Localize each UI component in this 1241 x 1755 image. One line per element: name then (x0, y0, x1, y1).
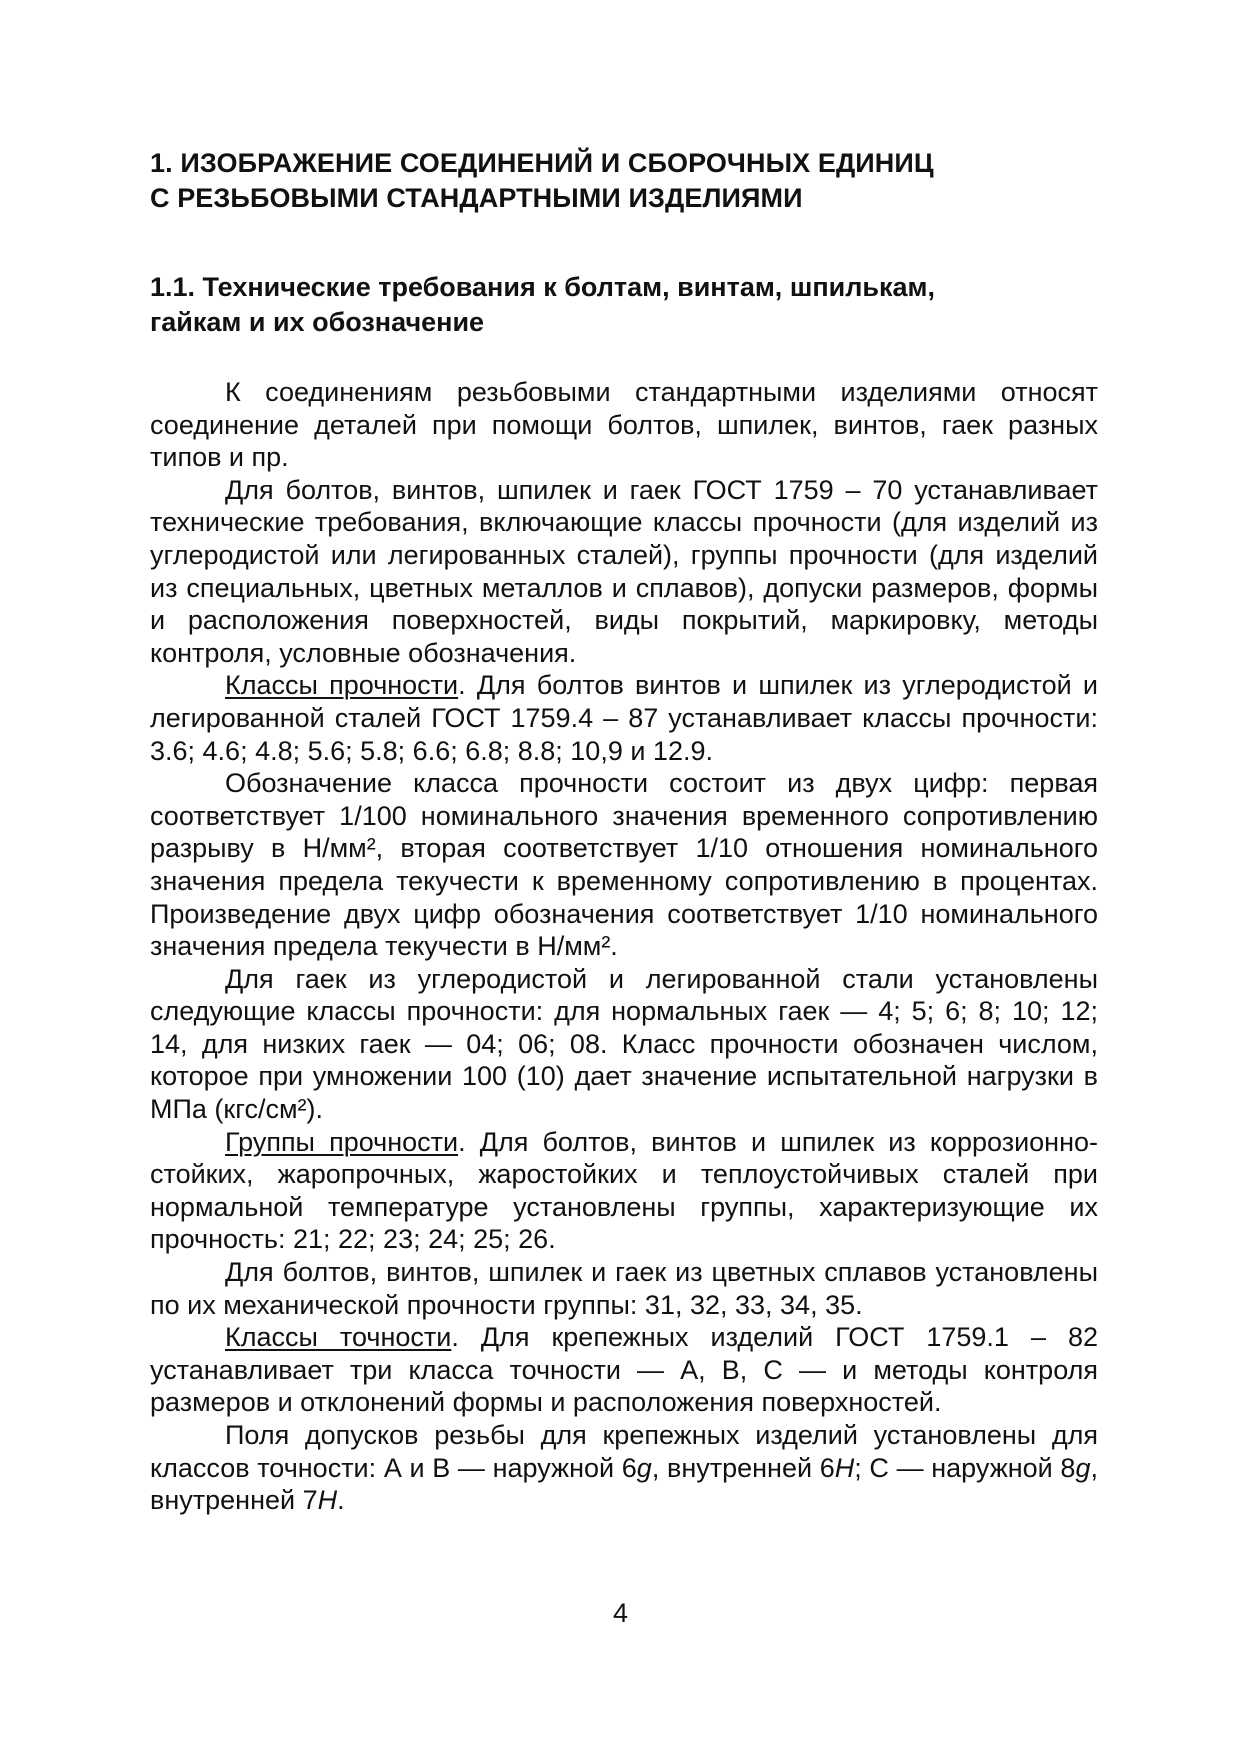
paragraph-thread-tolerances (150, 1419, 1098, 1517)
paragraph-gost-1759: Для болтов, винтов, шпилек и гаек ГОСТ 1759 – 70 устанавливает технические требования, включающие классы прочности (для изделий из углеродистой или легированных сталей), группы прочности (для изделий из специальных, цветных металлов и сплавов), допуски размеров, формы и расположения поверхностей, виды покрытий, маркировку, методы контроля, условные обозначения. (150, 474, 1098, 668)
strength-groups-text: . Для болтов, винтов и шпилек из коррозионно-стойких, жаропрочных, жаростойких и теплоустойчивых сталей при нормальной температуре установлены группы, характеризующие их прочность: 21; 22; 23; 24; 25; 26. (150, 1126, 1099, 1255)
tolerance-text-e: . (337, 1485, 345, 1516)
tolerance-text-b: , внутренней 6 (651, 1452, 835, 1483)
accuracy-classes-term: Классы точности (225, 1322, 452, 1353)
subsection-heading (150, 270, 1098, 340)
strength-classes-text: . Для болтов винтов и шпилек из углеродистой и легированной сталей ГОСТ 1759.4 – 87 устанавливает классы прочности: 3.6; 4.6; 4.8; 5.6; 5.8; 6.6; 6.8; 8.8; 10,9 и 12.9. (150, 670, 1098, 766)
paragraph-strength-classes (150, 669, 1098, 767)
strength-groups-term: Группы прочности (225, 1126, 459, 1157)
strength-classes-term: Классы прочности (225, 670, 459, 701)
subsection-heading-line-2: гайкам и их обозначение (150, 307, 485, 337)
tolerance-text-a: Поля допусков резьбы для крепежных изделий установлены для классов точности: А и В — наружной 6 (150, 1420, 1098, 1483)
paragraph-class-designation: Обозначение класса прочности состоит из двух цифр: первая соответствует 1/100 номинального значения временного сопротивлению разрыву в Н/мм², вторая соответствует 1/10 отношения номинального значения предела текучести к временному сопротивлению в процентах. Произведение двух цифр обозначения соответствует 1/10 номинального значения предела текучести в Н/мм². (150, 768, 1098, 962)
tolerance-text-c: ; С — наружной 8 (854, 1452, 1076, 1483)
paragraph-intro: К соединениям резьбовыми стандартными изделиями относят соединение деталей при помощи болтов, шпилек, винтов, гаек разных типов и пр. (150, 377, 1098, 473)
body-text (150, 376, 1098, 1517)
paragraph-nonferrous-groups: Для болтов, винтов, шпилек и гаек из цветных сплавов установлены по их механической прочности группы: 31, 32, 33, 34, 35. (150, 1257, 1098, 1320)
page-number: 4 (612, 1598, 629, 1628)
section-heading (150, 146, 1098, 216)
tolerance-symbol-g: g (636, 1452, 652, 1483)
document-page (150, 146, 1098, 1517)
tolerance-text-d: , внутренней 7 (150, 1452, 1098, 1516)
tolerance-symbol-h: H (834, 1452, 855, 1483)
tolerance-symbol-h: H (317, 1485, 338, 1516)
section-heading-line-1: 1. ИЗОБРАЖЕНИЕ СОЕДИНЕНИЙ И СБОРОЧНЫХ ЕДИНИЦ (150, 148, 934, 178)
subsection-heading-line-1: 1.1. Технические требования к болтам, винтам, шпилькам, (150, 272, 935, 302)
paragraph-strength-groups (150, 1126, 1098, 1256)
paragraph-accuracy-classes (150, 1321, 1098, 1419)
accuracy-classes-text: . Для крепежных изделий ГОСТ 1759.1 – 82 устанавливает три класса точности — А, В, С — и методы контроля размеров и отклонений формы и расположения поверхностей. (150, 1322, 1098, 1418)
section-heading-line-2: С РЕЗЬБОВЫМИ СТАНДАРТНЫМИ ИЗДЕЛИЯМИ (150, 183, 803, 213)
tolerance-symbol-g: g (1075, 1452, 1091, 1483)
paragraph-nut-classes: Для гаек из углеродистой и легированной стали установлены следующие классы прочности: для нормальных гаек — 4; 5; 6; 8; 10; 12; 14, для низких гаек — 04; 06; 08. Класс прочности обозначен числом, которое при умножении 100 (10) дает значение испытательной нагрузки в МПа (кгс/см²). (150, 963, 1098, 1125)
